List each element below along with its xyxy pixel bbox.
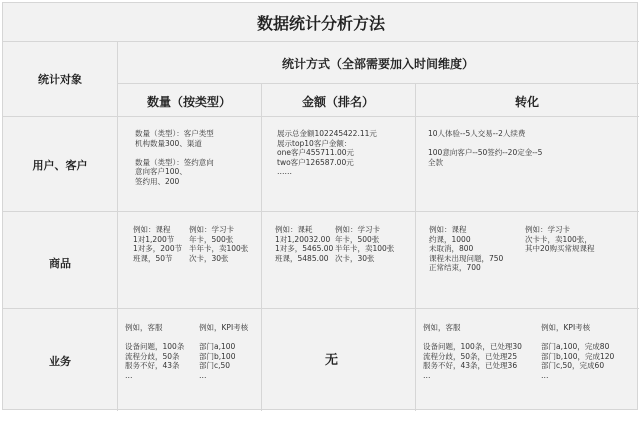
cell-product-quantity-course: 例如：课程 1对1,200节 1对多，200节 班课，50节	[133, 225, 183, 263]
cell-business-conversion-kpi: 例如，KPI考核 部门a,100，完成80 部门b,100，完成120 部门c,50，完成60 …	[541, 323, 615, 380]
cell-user-quantity: 数量（类型）：客户类型 机构数量300、渠道 数量（类型）：签约意向 意向客户100、 签约用、200	[135, 129, 214, 186]
cell-business-amount: 无	[325, 353, 339, 368]
row-label-business: 业务	[49, 355, 71, 368]
divider	[3, 116, 639, 117]
row-label-product: 商品	[49, 257, 71, 270]
object-header: 统计对象	[38, 73, 82, 86]
divider	[3, 308, 639, 309]
divider	[3, 211, 639, 212]
cell-user-conversion: 10人体验--5人交易--2人续费 100意向客户--50签约--20定金--5 全款	[428, 129, 543, 167]
cell-user-amount: 展示总金额102245422.11元 展示top10客户金额： one客户455711.00元 two客户126587.00元 ……	[277, 129, 377, 176]
column-header-amount: 金额（排名）	[301, 95, 374, 109]
column-header-quantity: 数量（按类型）	[146, 95, 231, 109]
analysis-table	[2, 2, 638, 410]
cell-business-conversion-service: 例如，客服 设备问题，100条，已处理30 流程分歧，50条，已处理25 服务不好，43条，已处理36 …	[423, 323, 522, 380]
divider	[117, 83, 639, 84]
row-label-user: 用户、客户	[32, 159, 88, 172]
column-header-conversion: 转化	[514, 95, 539, 109]
cell-product-amount-card: 例如：学习卡 年卡，500张 半年卡，卖100张 次卡，30张	[335, 225, 395, 263]
cell-business-quantity-kpi: 例如，KPI考核 部门a,100 部门b,100 部门c,50 …	[199, 323, 249, 380]
page-title: 数据统计分析方法	[3, 3, 639, 42]
cell-product-amount-consumption: 例如：课耗 1对1,20032.00 1对多，5465.00 班课，5485.00	[275, 225, 334, 263]
cell-product-conversion-course: 例如：课程 约课，1000 未取消，800 课程未出现问题，750 正常结束，700	[429, 225, 504, 272]
cell-product-conversion-card: 例如：学习卡 次卡卡，卖100张， 其中20购买常规课程	[525, 225, 595, 253]
cell-product-quantity-card: 例如：学习卡 年卡，500张 半年卡，卖100张 次卡，30张	[189, 225, 249, 263]
divider	[261, 83, 262, 411]
divider	[415, 83, 416, 411]
cell-business-quantity-service: 例如，客服 设备问题，100条 流程分歧，50条 服务不好，43条 …	[125, 323, 185, 380]
method-header: 统计方式（全部需要加入时间维度）	[281, 57, 474, 71]
